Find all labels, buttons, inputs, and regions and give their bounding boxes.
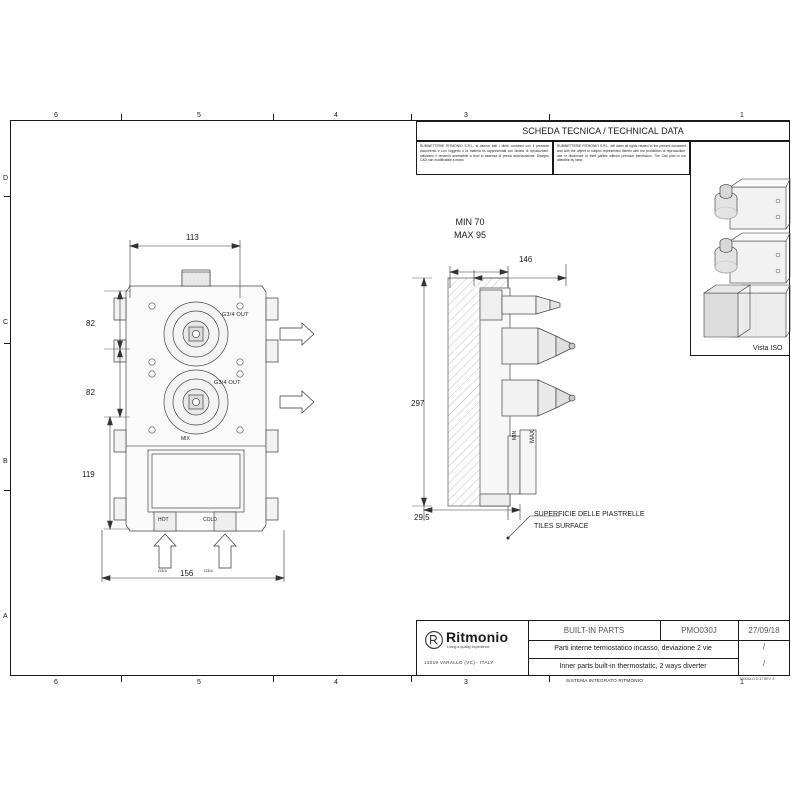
title-block-category: BUILT-IN PARTS [563,626,625,635]
front-view-outlet-label: G3/4 OUT [222,312,249,318]
iso-view-caption: Vista ISO [753,345,783,352]
front-view-dim-text-82-upper: 82 [86,319,95,328]
tiles-surface-note-en: TILES SURFACE [534,523,589,530]
frame-col-label-bottom: 6 [54,679,58,686]
frame-row-label: A [3,613,8,620]
title-block-description-en: Inner parts built-in thermostatic, 2 ways diverter [559,663,707,670]
side-view-dim-text-min: MIN 70 [455,217,485,227]
tiles-surface-note-it: SUPERFICIE DELLE PIASTRELLE [534,511,645,518]
side-view-label-min: MIN [512,430,518,440]
brand-name: Ritmonio [446,629,509,645]
frame-tick-bottom-1 [121,676,122,682]
side-view-dim-text-max: MAX 95 [453,230,486,240]
frame-tick-top-3 [411,114,412,120]
brand-tagline: Living a quality experience. [447,645,491,649]
title-block-divider-desc [528,658,738,659]
title-block-date: 27/09/18 [748,626,780,635]
notes-text-italian: RUBINETTERIE RITMONIO S.R.L. si riserva tutti i diritti connessi con il presente documento e con l'oggetto o la materia ivi rappresentati con divieto di riproduzione, utilizzarlo o renderlo accessibile a terzi in assenza di previa autorizzazione. Disegno CAD non modificabile a mano [420,144,549,163]
frame-col-label-bottom: 3 [464,679,468,686]
frame-tick-top-2 [273,114,274,120]
ritmonio-logo-icon [424,630,444,650]
title-block-scale-mark-upper: / [762,642,766,651]
side-view-dim-text-297: 297 [411,399,425,408]
footer-note: SISTEMA INTEGRATO RITMONIO [566,678,644,683]
front-view-dim-width-bottom [96,528,296,584]
front-view-dim-text-156: 156 [180,569,194,578]
front-view-inlet-label: G3/4 [204,568,213,573]
title-block-description-it: Parti interne termostatico incasso, deviazione 2 vie [554,645,712,652]
title-block-code: PMO030J [681,626,717,635]
front-view-dim-width-top [120,228,280,298]
frame-row-tick [4,196,10,197]
frame-col-label-top: 4 [334,112,338,119]
front-view-dim-vertical-group [96,285,136,535]
frame-col-label-top: 3 [464,112,468,119]
frame-col-label-top: 6 [54,112,58,119]
title-block-divider-row [528,640,790,641]
frame-row-tick [4,343,10,344]
frame-col-label-bottom: 4 [334,679,338,686]
frame-col-label-bottom: 1 [740,679,744,686]
front-view-inlet-label: G3/4 [158,568,167,573]
side-view-dim-text-146: 146 [519,255,533,264]
frame-col-label-top: 5 [197,112,201,119]
frame-row-label: D [3,175,9,182]
module-reference: MODULO D.37 REV. 3 [740,677,775,681]
front-view-outlet-label: G3/4 OUT [214,380,241,386]
front-view-port-label-cold: COLD [203,517,217,523]
front-view-dim-text-119: 119 [82,470,95,479]
frame-tick-bottom-3 [411,676,412,682]
frame-row-label: B [3,458,8,465]
notes-text-english: RUBINETTERIE RITMONIO S.R.L. will claim all rights related to the present document and with the object or subject represented therein with the prohibition of reproduction, use or disclosure to third parties without previous permission. The Cad plan is not alterable by hand [557,144,686,163]
side-view-dim-text-29-5: 29,5 [414,513,430,522]
frame-tick-top-1 [121,114,122,120]
brand-address: 13019 VARALLO (VC) - ITALY [424,660,494,665]
technical-data-heading: SCHEDA TECNICA / TECHNICAL DATA [522,126,684,136]
front-view-dim-text-113: 113 [186,233,199,242]
front-view-mix-label: MIX [181,436,190,442]
iso-view-drawing [690,141,790,356]
frame-tick-bottom-4 [549,676,550,682]
frame-col-label-top: 1 [740,112,744,119]
frame-tick-bottom-2 [273,676,274,682]
front-view-port-label-hot: HOT [158,517,169,523]
frame-col-label-bottom: 5 [197,679,201,686]
frame-row-tick [4,490,10,491]
side-view-label-max: MAX [530,429,536,443]
title-block-scale-mark-lower: / [762,659,766,668]
frame-tick-top-4 [549,114,550,120]
frame-row-label: C [3,319,9,326]
front-view-dim-text-82-lower: 82 [86,388,95,397]
